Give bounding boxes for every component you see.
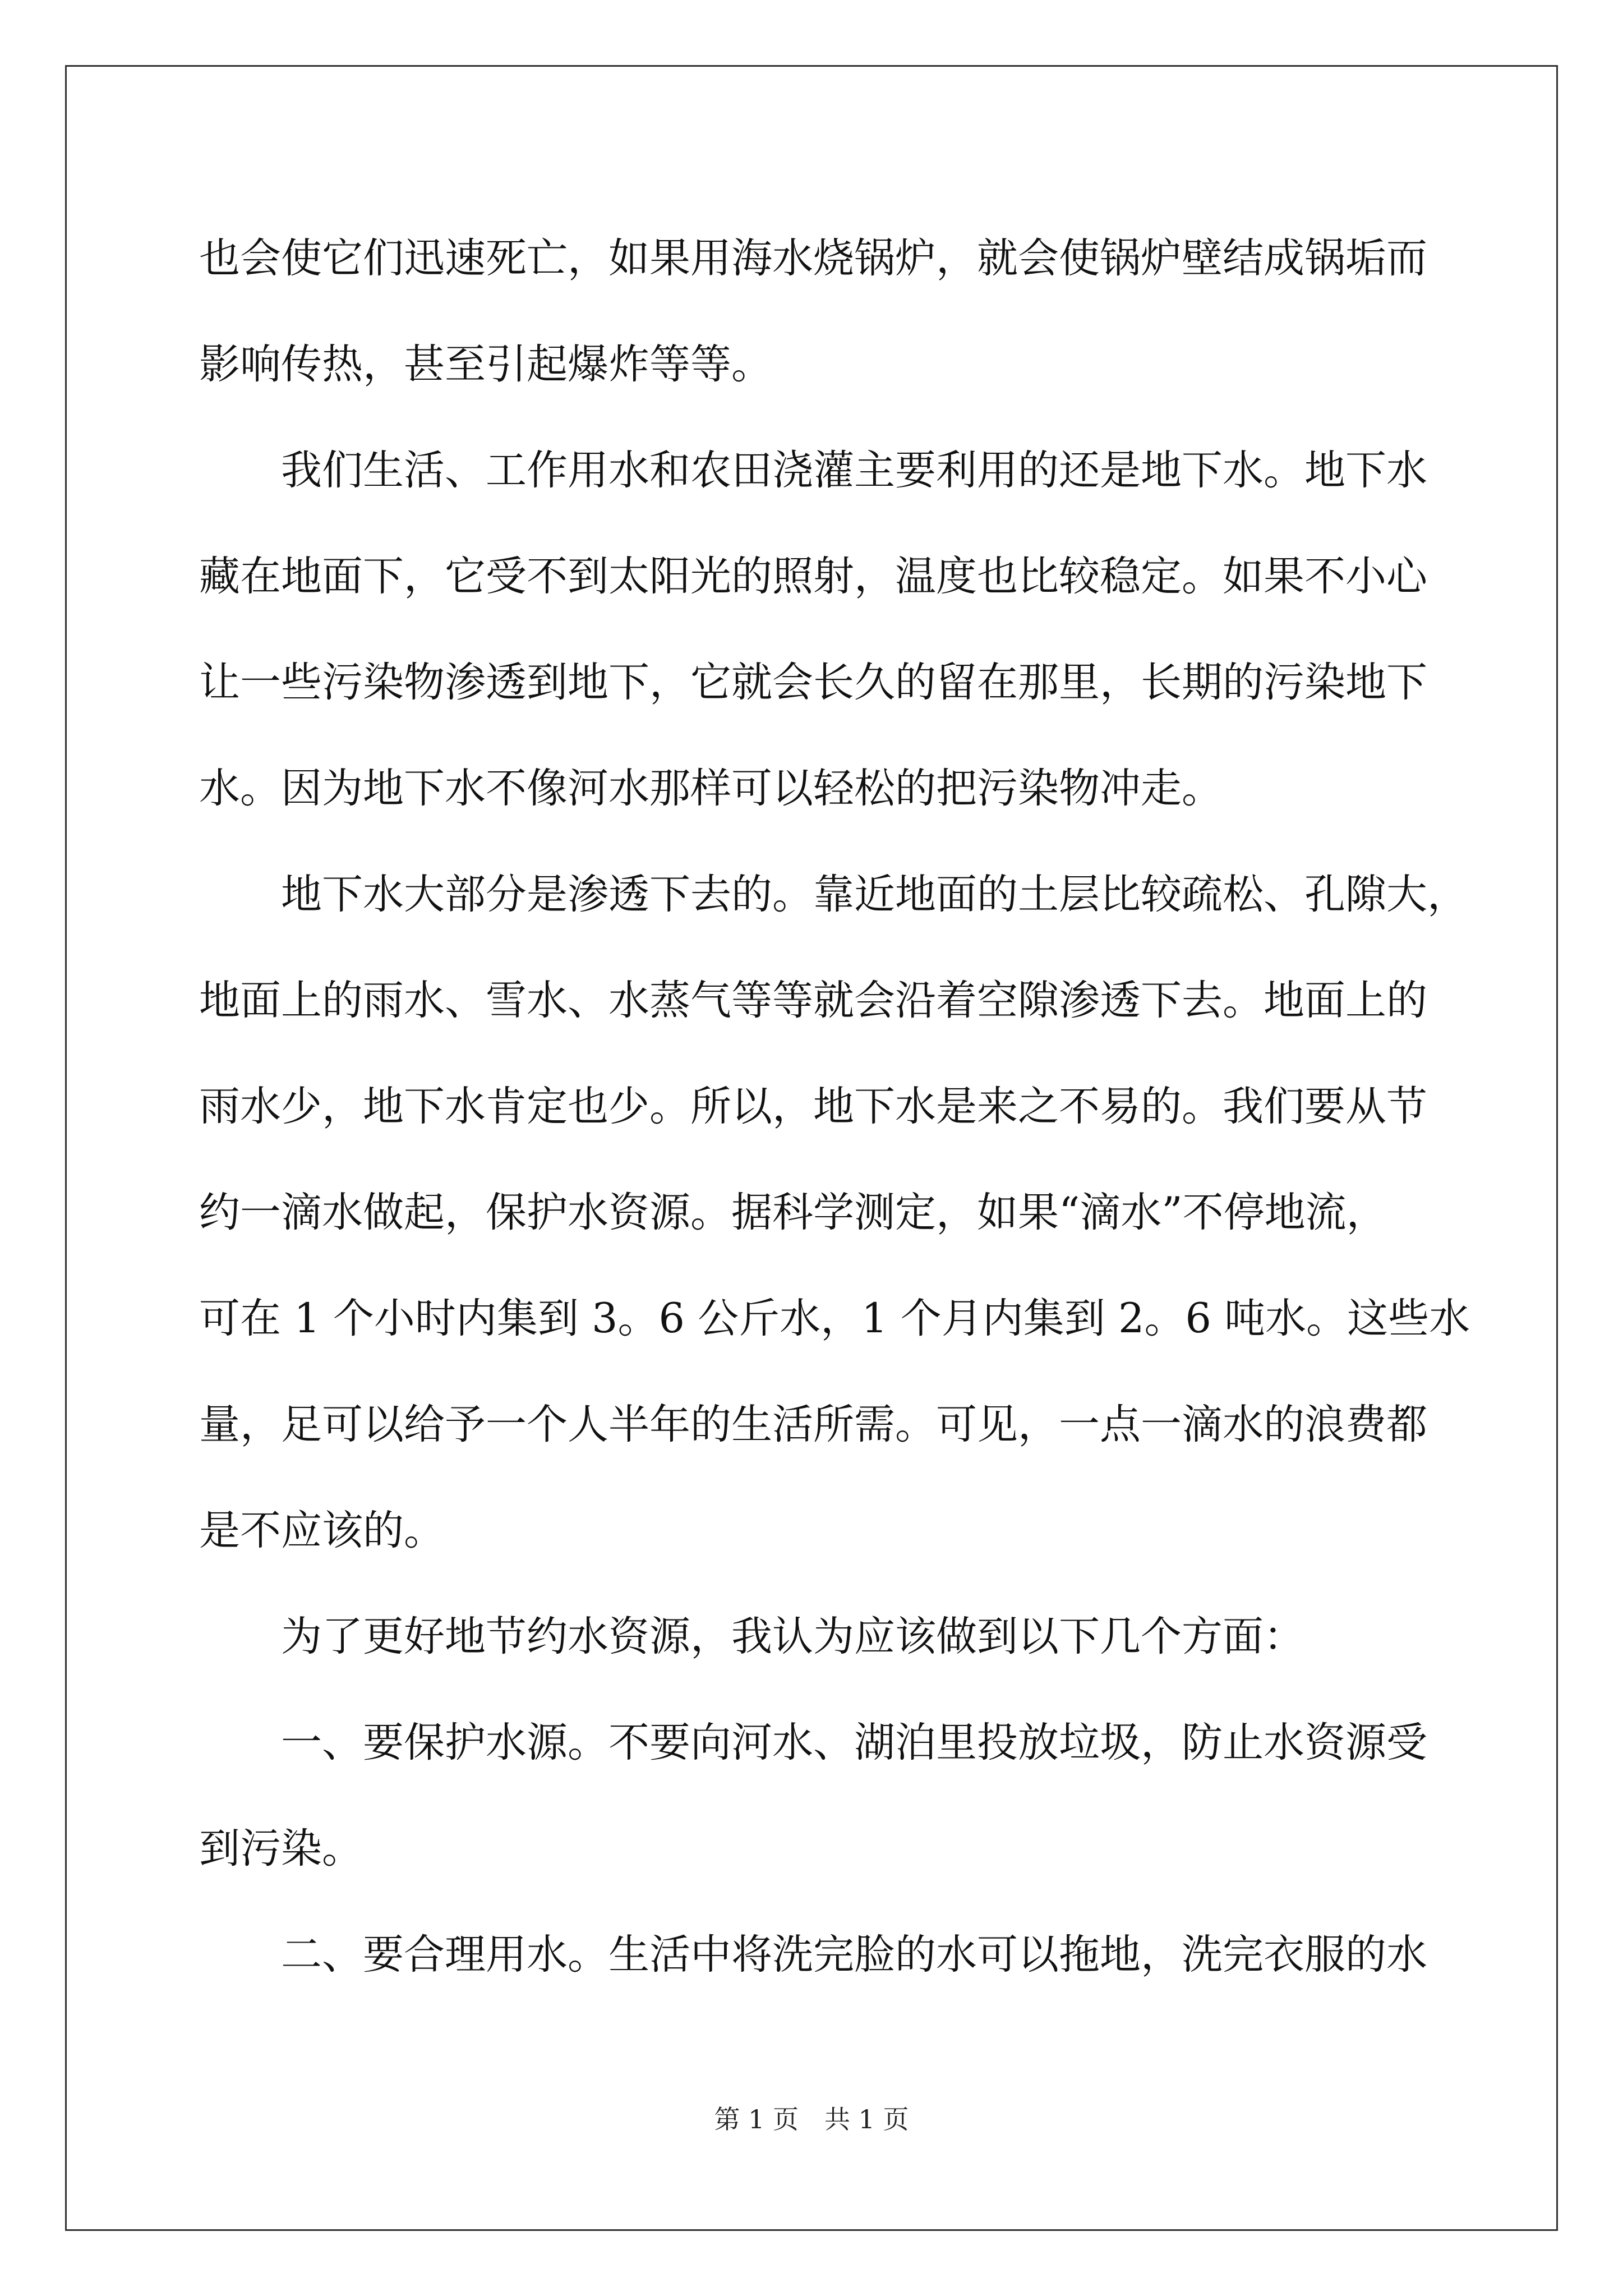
text-line-10: 约一滴水做起，保护水资源。据科学测定，如果“滴水”不停地流， [199, 1189, 1387, 1236]
text-line-17: 二、要合理用水。生活中将洗完脸的水可以拖地，洗完衣服的水 [281, 1931, 1427, 1978]
text-line-9: 雨水少，地下水肯定也少。所以，地下水是来之不易的。我们要从节 [199, 1083, 1427, 1130]
text-line-6: 水。因为地下水不像河水那样可以轻松的把污染物冲走。 [199, 765, 1223, 812]
text-line-14: 为了更好地节约水资源，我认为应该做到以下几个方面： [281, 1613, 1304, 1660]
text-line-13: 是不应该的。 [199, 1507, 445, 1554]
text-line-15: 一、要保护水源。不要向河水、湖泊里投放垃圾，防止水资源受 [281, 1719, 1427, 1766]
text-line-3: 我们生活、工作用水和农田浇灌主要利用的还是地下水。地下水 [281, 447, 1427, 494]
text-line-4: 藏在地面下，它受不到太阳光的照射，温度也比较稳定。如果不小心 [199, 553, 1427, 600]
text-line-12: 量，足可以给予一个人半年的生活所需。可见，一点一滴水的浪费都 [199, 1401, 1427, 1448]
text-line-11: 可在 1 个小时内集到 3。6 公斤水，1 个月内集到 2。6 吨水。这些水 [199, 1295, 1470, 1342]
page-number-total: 共 1 页 [824, 2104, 909, 2134]
text-line-16: 到污染。 [199, 1825, 363, 1872]
document-body [199, 205, 1470, 2008]
text-line-7: 地下水大部分是渗透下去的。靠近地面的土层比较疏松、孔隙大， [281, 871, 1468, 918]
text-line-2: 影响传热，甚至引起爆炸等等。 [199, 341, 772, 388]
text-line-5: 让一些污染物渗透到地下，它就会长久的留在那里，长期的污染地下 [199, 659, 1427, 706]
text-line-1: 也会使它们迅速死亡，如果用海水烧锅炉，就会使锅炉壁结成锅垢而 [199, 234, 1427, 282]
page-footer [0, 2102, 1623, 2136]
page-number-current: 第 1 页 [714, 2104, 799, 2134]
text-line-8: 地面上的雨水、雪水、水蒸气等等就会沿着空隙渗透下去。地面上的 [199, 977, 1427, 1024]
